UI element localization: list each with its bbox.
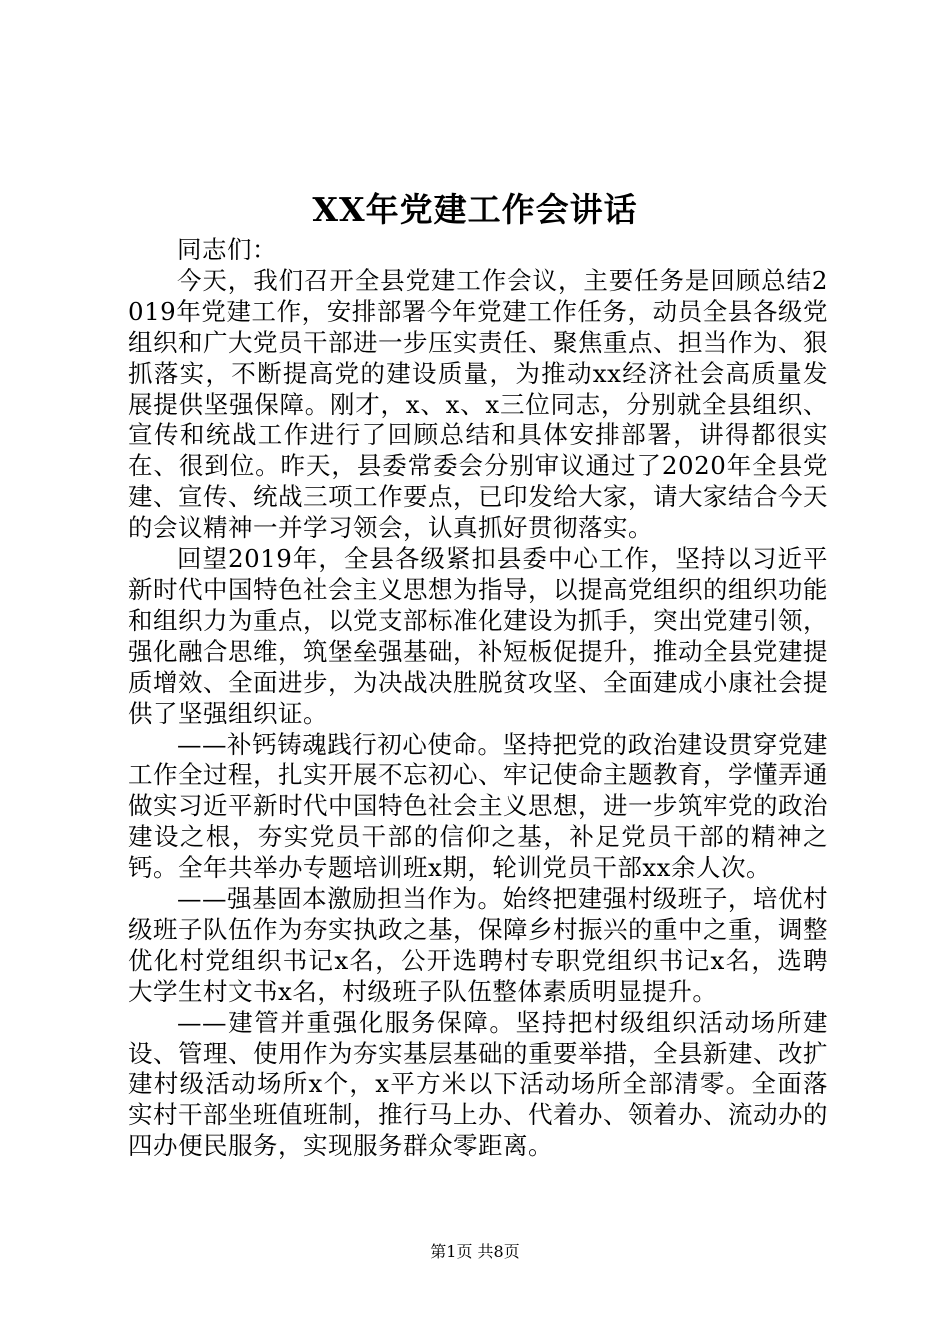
- document-title: XX年党建工作会讲话: [312, 190, 638, 229]
- document-body: [128, 235, 828, 1162]
- paragraph: ——建管并重强化服务保障。坚持把村级组织活动场所建设、管理、使用作为夯实基层基础的重要举措，全县新建、改扩建村级活动场所x个，x平方米以下活动场所全部清零。全面落实村干部坐班值班制，推行马上办、代着办、领着办、流动办的四办便民服务，实现服务群众零距离。: [128, 1007, 828, 1161]
- paragraph: 今天，我们召开全县党建工作会议，主要任务是回顾总结2019年党建工作，安排部署今年党建工作任务，动员全县各级党组织和广大党员干部进一步压实责任、聚焦重点、担当作为、狠抓落实，不断提高党的建设质量，为推动xx经济社会高质量发展提供坚强保障。刚才，x、x、x三位同志，分别就全县组织、宣传和统战工作进行了回顾总结和具体安排部署，讲得都很实在、很到位。昨天，县委常委会分别审议通过了2020年全县党建、宣传、统战三项工作要点，已印发给大家，请大家结合今天的会议精神一并学习领会，认真抓好贯彻落实。: [128, 265, 828, 543]
- paragraph: ——补钙铸魂践行初心使命。坚持把党的政治建设贯穿党建工作全过程，扎实开展不忘初心、牢记使命主题教育，学懂弄通做实习近平新时代中国特色社会主义思想，进一步筑牢党的政治建设之根，夯实党员干部的信仰之基，补足党员干部的精神之钙。全年共举办专题培训班x期，轮训党员干部xx余人次。: [128, 729, 828, 883]
- page-number: 第1页 共8页: [430, 1242, 520, 1261]
- paragraph: 回望2019年，全县各级紧扣县委中心工作，坚持以习近平新时代中国特色社会主义思想为指导，以提高党组织的组织功能和组织力为重点，以党支部标准化建设为抓手，突出党建引领，强化融合思维，筑堡垒强基础，补短板促提升，推动全县党建提质增效、全面进步，为决战决胜脱贫攻坚、全面建成小康社会提供了坚强组织证。: [128, 544, 828, 728]
- paragraph: ——强基固本激励担当作为。始终把建强村级班子，培优村级班子队伍作为夯实执政之基，保障乡村振兴的重中之重，调整优化村党组织书记x名，公开选聘村专职党组织书记x名，选聘大学生村文书x名，村级班子队伍整体素质明显提升。: [128, 884, 828, 1006]
- salutation: 同志们：: [177, 235, 277, 264]
